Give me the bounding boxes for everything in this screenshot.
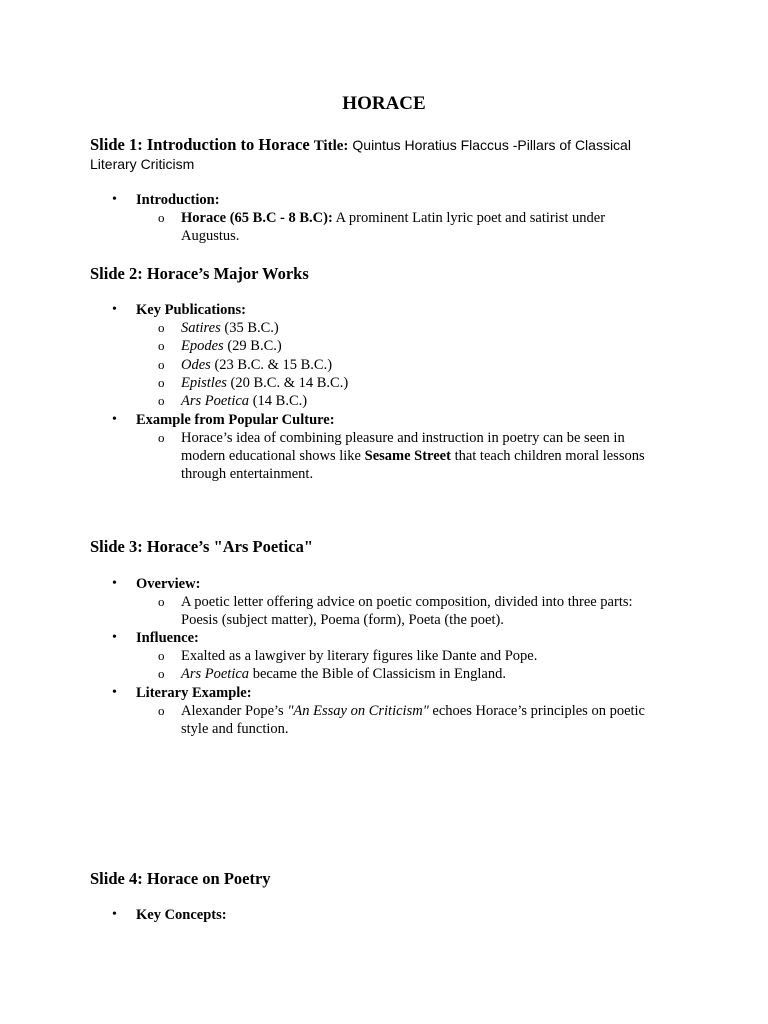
sub-bullet-icon: o	[158, 393, 165, 408]
slide4-key-label: Key Concepts:	[136, 907, 227, 923]
sub-bullet-icon: o	[158, 703, 165, 718]
work-title: Epistles	[181, 375, 227, 391]
slide2-heading: Slide 2: Horace’s Major Works	[90, 264, 309, 283]
slide2-key-label: Key Publications:	[136, 302, 246, 318]
sub-bullet-icon: o	[158, 430, 165, 445]
sub-bullet-icon: o	[158, 594, 165, 609]
slide2-example-line2-pre: modern educational shows like	[181, 448, 365, 464]
slide2-example-line2	[181, 447, 645, 465]
slide1-title-text: Quintus Horatius Flaccus -Pillars of Classical Literary Criticism	[90, 137, 631, 172]
slide2-example-line1: Horace’s idea of combining pleasure and instruction in poetry can be seen in	[181, 430, 625, 446]
slide3-overview-label: Overview:	[136, 576, 201, 592]
slide2-example-line2-post: that teach children moral lessons	[450, 448, 645, 464]
bullet-icon: •	[112, 576, 117, 591]
work-item	[181, 392, 307, 410]
work-date: (23 B.C. & 15 B.C.)	[214, 357, 333, 373]
bullet-icon: •	[112, 630, 117, 645]
slide3-literary-label: Literary Example:	[136, 685, 252, 701]
slide1-horace-label: Horace (65 B.C - 8 B.C):	[181, 210, 333, 226]
slide1-title-label: Title:	[313, 138, 349, 154]
sub-bullet-icon: o	[158, 338, 165, 353]
document-title: HORACE	[342, 93, 426, 114]
essay-on-criticism-text: "An Essay on Criticism"	[287, 703, 429, 719]
slide3-overview-line2: Poesis (subject matter), Poema (form), Poeta (the poet).	[181, 612, 504, 628]
slide1-heading: Slide 1: Introduction to Horace	[90, 135, 310, 154]
sub-bullet-icon: o	[158, 666, 165, 681]
bullet-icon: •	[112, 192, 117, 207]
work-date: (14 B.C.)	[252, 393, 308, 409]
work-title: Epodes	[181, 338, 224, 354]
slide3-literary-line1-post: echoes Horace’s principles on poetic	[428, 703, 645, 719]
sub-bullet-icon: o	[158, 648, 165, 663]
ars-poetica-text: Ars Poetica	[181, 666, 250, 682]
bullet-icon: •	[112, 412, 117, 427]
work-title: Satires	[181, 320, 221, 336]
slide3-literary-line1-pre: Alexander Pope’s	[181, 703, 288, 719]
bullet-icon: •	[112, 907, 117, 922]
slide1-intro-label: Introduction:	[136, 192, 220, 208]
slide2-example-label: Example from Popular Culture:	[136, 412, 335, 428]
slide3-influence-line2	[181, 665, 506, 683]
sub-bullet-icon: o	[158, 357, 165, 372]
work-date: (20 B.C. & 14 B.C.)	[230, 375, 349, 391]
sesame-street-text: Sesame Street	[364, 448, 451, 464]
slide3-overview-line1: A poetic letter offering advice on poetic composition, divided into three parts:	[181, 594, 633, 610]
work-date: (35 B.C.)	[224, 320, 279, 336]
slide3-heading: Slide 3: Horace’s "Ars Poetica"	[90, 537, 313, 556]
sub-bullet-icon: o	[158, 375, 165, 390]
bullet-icon: •	[112, 302, 117, 317]
slide3-literary-line2: style and function.	[181, 721, 289, 737]
sub-bullet-icon: o	[158, 210, 165, 225]
work-date: (29 B.C.)	[227, 338, 282, 354]
work-item	[181, 337, 282, 355]
slide1-header	[90, 136, 650, 174]
work-item	[181, 319, 279, 337]
bullet-icon: •	[112, 685, 117, 700]
work-item	[181, 356, 332, 374]
slide2-example-line3: through entertainment.	[181, 466, 314, 482]
sub-bullet-icon: o	[158, 320, 165, 335]
slide1-horace-text: A prominent Latin lyric poet and satirist under	[335, 210, 606, 226]
slide3-literary-line1	[181, 702, 645, 720]
slide3-influence-line2-rest: became the Bible of Classicism in England.	[249, 666, 506, 682]
slide3-influence-line1: Exalted as a lawgiver by literary figures like Dante and Pope.	[181, 648, 538, 664]
work-title: Odes	[181, 357, 211, 373]
work-item	[181, 374, 348, 392]
slide1-horace-line	[181, 209, 605, 227]
slide4-heading: Slide 4: Horace on Poetry	[90, 869, 271, 888]
slide3-influence-label: Influence:	[136, 630, 199, 646]
work-title: Ars Poetica	[181, 393, 250, 409]
slide1-horace-text-cont: Augustus.	[181, 228, 240, 244]
